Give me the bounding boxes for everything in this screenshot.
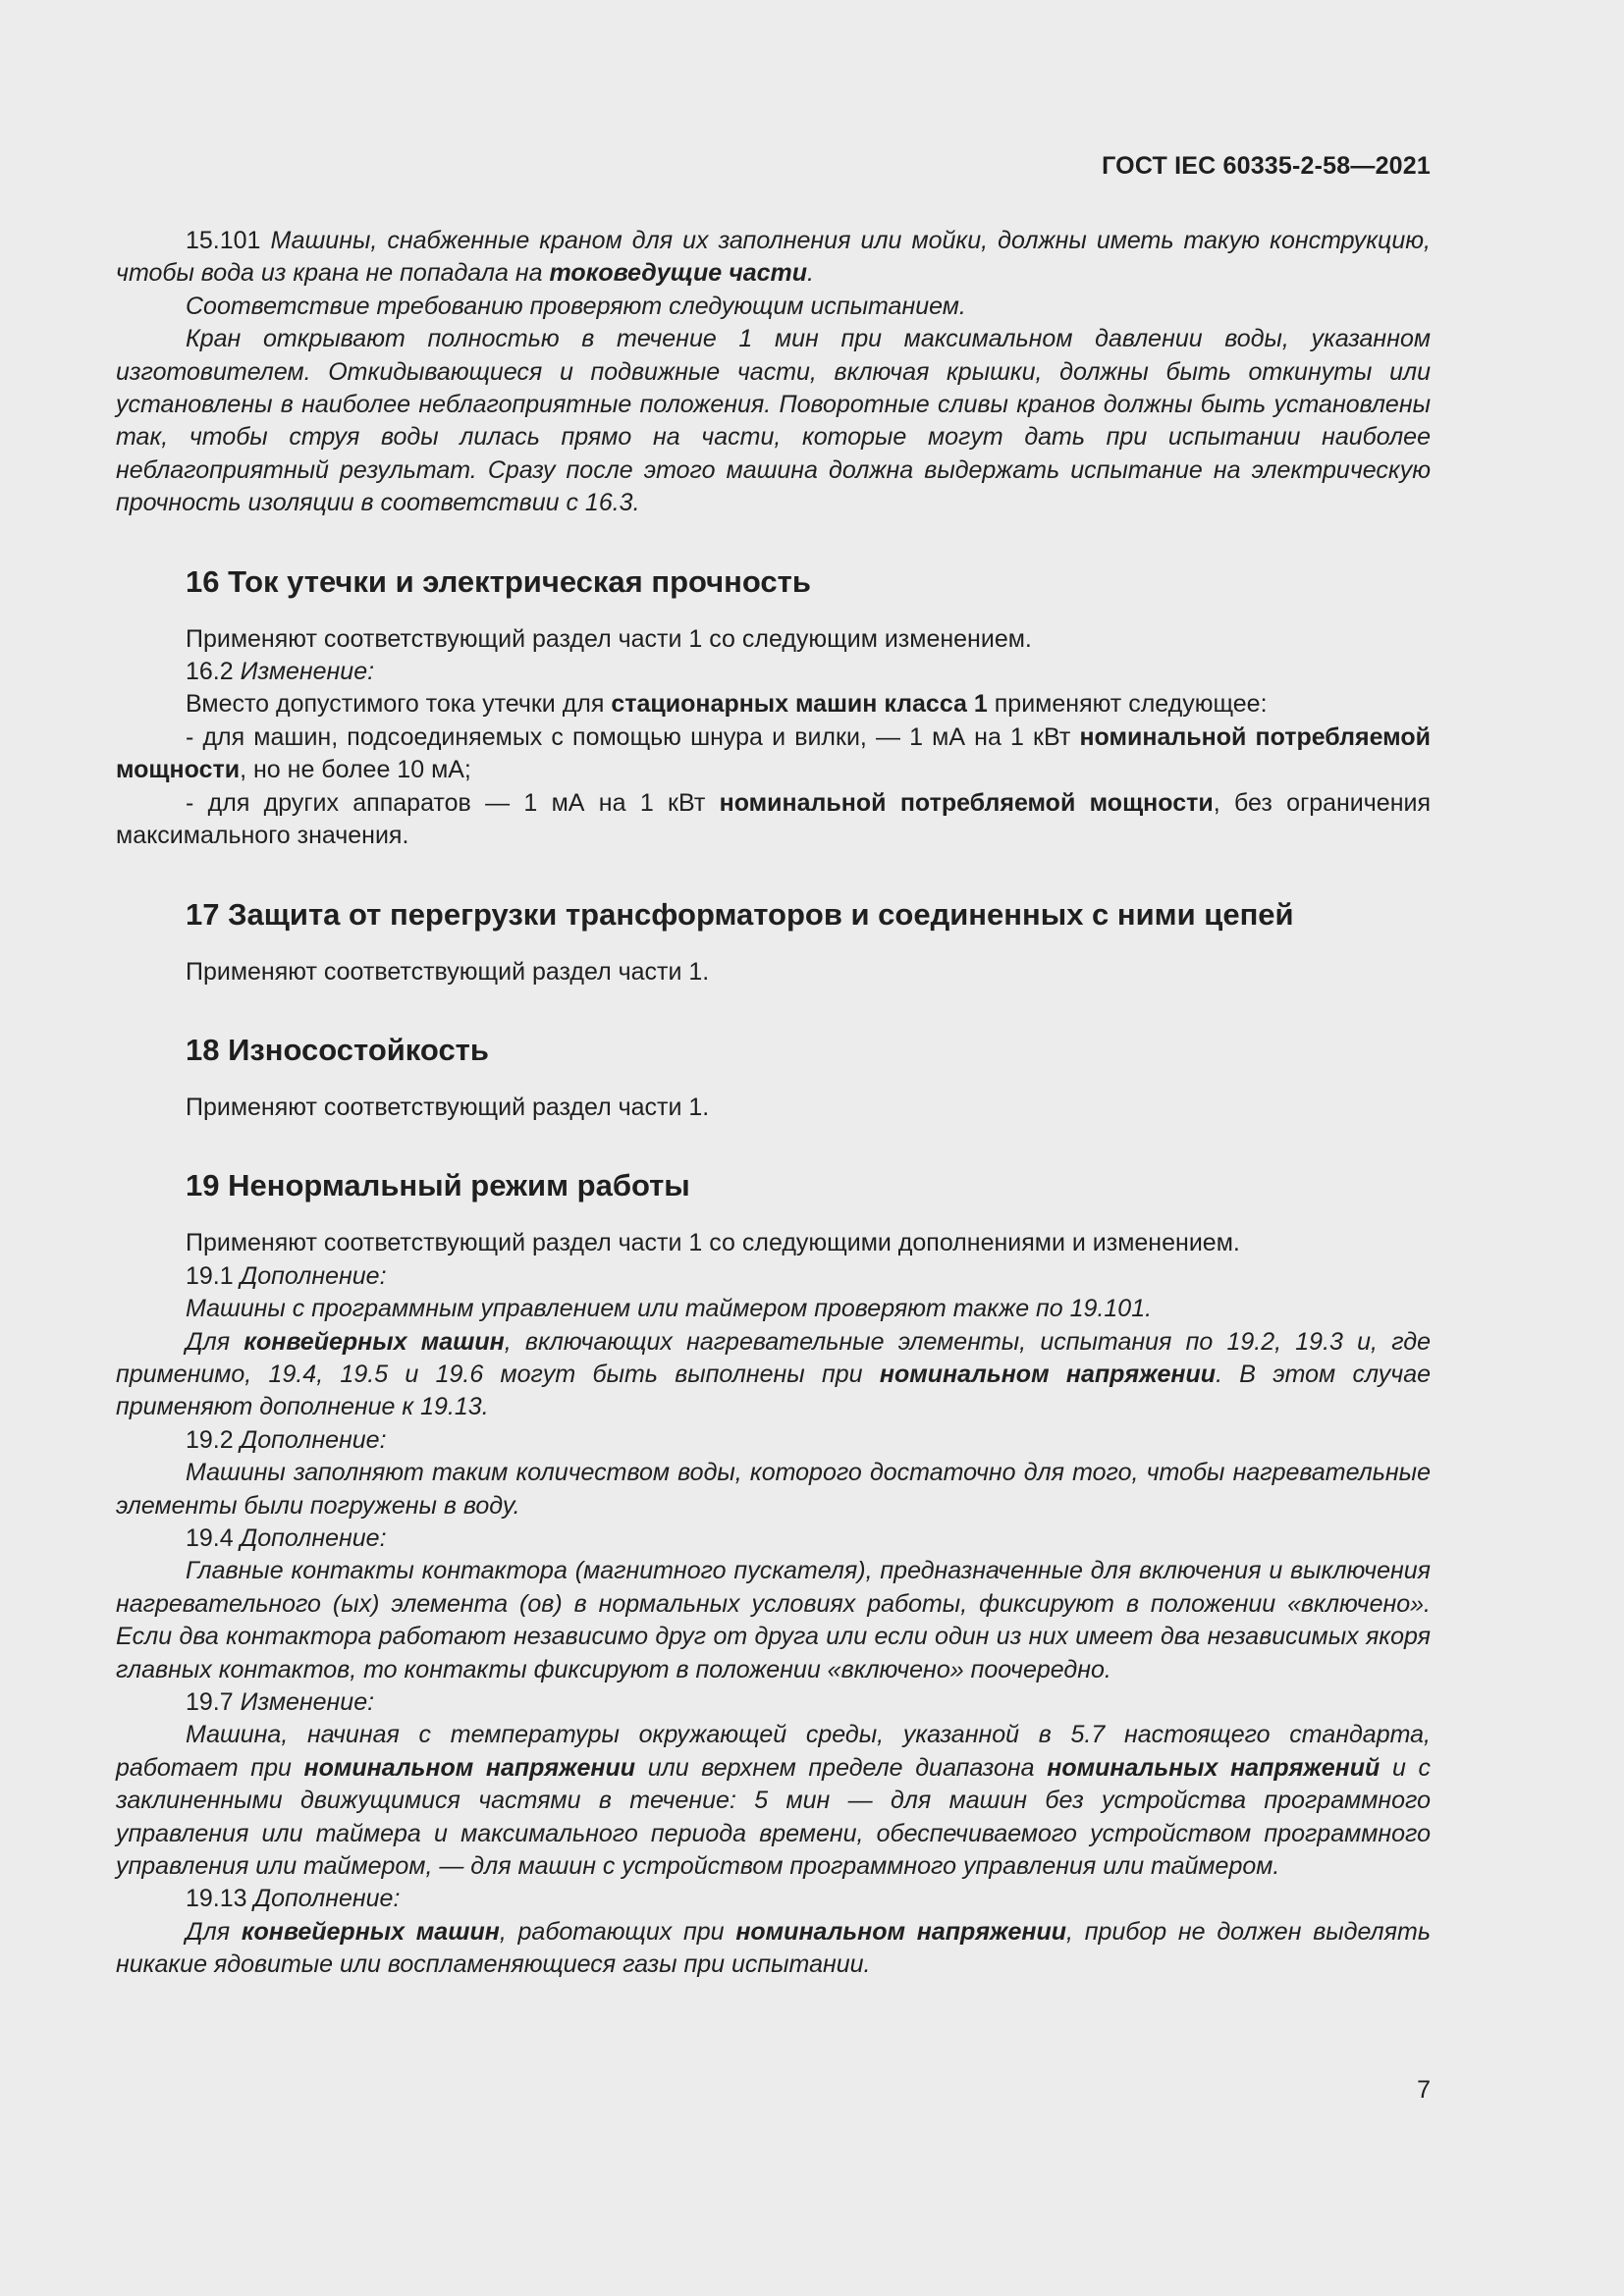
compliance-statement: Соответствие требованию проверяют следующим испытанием.: [186, 292, 966, 320]
paragraph-text: Для: [186, 1327, 231, 1356]
defined-term: номинальном напряжении: [735, 1917, 1066, 1946]
defined-term: конвейерных машин: [244, 1327, 505, 1356]
subclause-19-2-text: Машины заполняют таким количеством воды, которого достаточно для того, чтобы нагревательные элементы были погружены в воду.: [116, 1459, 1431, 1520]
subclause-19-1: [116, 1260, 1431, 1293]
clause-number: 19.7: [186, 1688, 234, 1716]
subclause-19-2: [116, 1424, 1431, 1457]
section-19-intro: Применяют соответствующий раздел части 1 со следующими дополнениями и изменением.: [186, 1229, 1240, 1257]
defined-term: номинальной потребляемой мощности: [116, 722, 1431, 784]
section-19-heading: 19 Ненормальный режим работы: [186, 1168, 690, 1203]
clause-label: Изменение:: [240, 658, 375, 686]
paragraph-text: , но не более 10 мА;: [240, 756, 471, 784]
page-number: 7: [1417, 2076, 1431, 2104]
clause-15-101: [116, 225, 1431, 291]
paragraph-text: или верхнем пределе диапазона: [647, 1753, 1035, 1782]
paragraph-text: и с заклиненными движущимися частями в течение: 5 мин — для машин без устройства программного управления или таймера и максимального периода времени, обеспечиваемого устройством программного управления или таймером, — для машин с устройством программного управления или таймером.: [116, 1753, 1431, 1881]
subclause-19-4-text: Главные контакты контактора (магнитного пускателя), предназначенные для включения и выключения нагревательного (ых) элемента (ов) в нормальных условиях работы, фиксируют в положении «включено». Если два контактора работают независимо друг от друга или если один из них имеет два независимых якоря главных контактов, то контакты фиксируют в положении «включено» поочередно.: [116, 1557, 1431, 1683]
clause-label: Дополнение:: [240, 1261, 387, 1290]
subclause-16-2: [116, 656, 1431, 688]
paragraph-text: . В этом случае применяют дополнение к 19.13.: [116, 1360, 1432, 1421]
defined-term: номинальном напряжении: [879, 1360, 1217, 1388]
subclause-19-4: [116, 1522, 1431, 1555]
defined-term: токоведущие части: [549, 259, 808, 288]
paragraph-text: , включающих нагревательные элементы, испытания по 19.2, 19.3 и, где применимо, 19.4, 19.5 и 19.6 могут быть выполнены при: [116, 1327, 1431, 1388]
paragraph-text: Вместо допустимого тока утечки для: [186, 690, 605, 719]
clause-number: 19.4: [186, 1523, 234, 1552]
defined-term: стационарных машин класса 1: [611, 690, 988, 719]
clause-label: Дополнение:: [240, 1425, 387, 1454]
paragraph-text: - для машин, подсоединяемых с помощью шнура и вилки, — 1 мА на 1 кВт: [186, 722, 1071, 751]
subclause-19-1-text: Машины с программным управлением или таймером проверяют также по 19.101.: [186, 1295, 1153, 1323]
section-18-heading: 18 Износостойкость: [186, 1032, 489, 1067]
section-17-text: Применяют соответствующий раздел части 1.: [186, 957, 710, 986]
leakage-item-other: [116, 787, 1431, 853]
section-16-heading: 16 Ток утечки и электрическая прочность: [186, 563, 811, 599]
defined-term: номинальных напряжений: [1047, 1753, 1380, 1782]
clause-label: Изменение:: [240, 1688, 375, 1716]
clause-number: 16.2: [186, 658, 234, 686]
paragraph-text: применяют следующее:: [994, 690, 1268, 719]
paragraph-text: Машина, начиная с температуры окружающей среды, указанной в 5.7 настоящего стандарта, работает при: [116, 1721, 1431, 1782]
subclause-19-1-conveyor: [116, 1326, 1431, 1424]
paragraph-text: , без ограничения максимального значения.: [116, 788, 1432, 850]
section-18-text: Применяют соответствующий раздел части 1.: [186, 1093, 710, 1121]
clause-label: Дополнение:: [240, 1523, 387, 1552]
defined-term: конвейерных машин: [241, 1917, 500, 1946]
subclause-19-7-text: [116, 1719, 1431, 1883]
defined-term: номинальном напряжении: [303, 1753, 636, 1782]
clause-number: 19.2: [186, 1425, 234, 1454]
paragraph-text: , работающих при: [499, 1917, 725, 1946]
page-content: [116, 225, 1431, 1982]
leakage-item-cord: [116, 721, 1431, 787]
section-17-heading: 17 Защита от перегрузки трансформаторов и соединенных с ними цепей: [186, 896, 1294, 932]
defined-term: номинальной потребляемой мощности: [719, 788, 1214, 817]
clause-number: 19.1: [186, 1261, 234, 1290]
paragraph-text: Для: [186, 1917, 231, 1946]
paragraph-text: - для других аппаратов — 1 мА на 1 кВт: [186, 788, 706, 817]
paragraph-text: , прибор не должен выделять никакие ядовитые или воспламеняющиеся газы при испытании.: [116, 1917, 1431, 1979]
subclause-19-13: [116, 1883, 1431, 1915]
clause-label: Дополнение:: [253, 1885, 401, 1913]
subclause-19-13-text: [116, 1916, 1431, 1982]
section-16-intro: Применяют соответствующий раздел части 1 со следующим изменением.: [186, 624, 1032, 653]
clause-text: .: [807, 259, 814, 288]
clause-number: 15.101: [186, 227, 261, 254]
test-description: Кран открывают полностью в течение 1 мин при максимальном давлении воды, указанном изготовителем. Откидывающиеся и подвижные части, включая крышки, должны быть откинуты или установлены в наиболее неблагоприятные положения. Поворотные сливы кранов должны быть установлены так, чтобы струя воды лилась прямо на части, которые могут дать при испытании наиболее неблагоприятный результат. Сразу после этого машина должна выдержать испытание на электрическую прочность изоляции в соответствии с 16.3.: [116, 325, 1431, 517]
subclause-19-7: [116, 1686, 1431, 1719]
clause-number: 19.13: [186, 1885, 247, 1913]
leakage-intro: [116, 688, 1431, 721]
clause-text: Машины, снабженные краном для их заполнения или мойки, должны иметь такую конструкцию, чтобы вода из крана не попадала на: [116, 227, 1431, 288]
standard-designation: ГОСТ IEC 60335-2-58—2021: [1102, 152, 1431, 180]
